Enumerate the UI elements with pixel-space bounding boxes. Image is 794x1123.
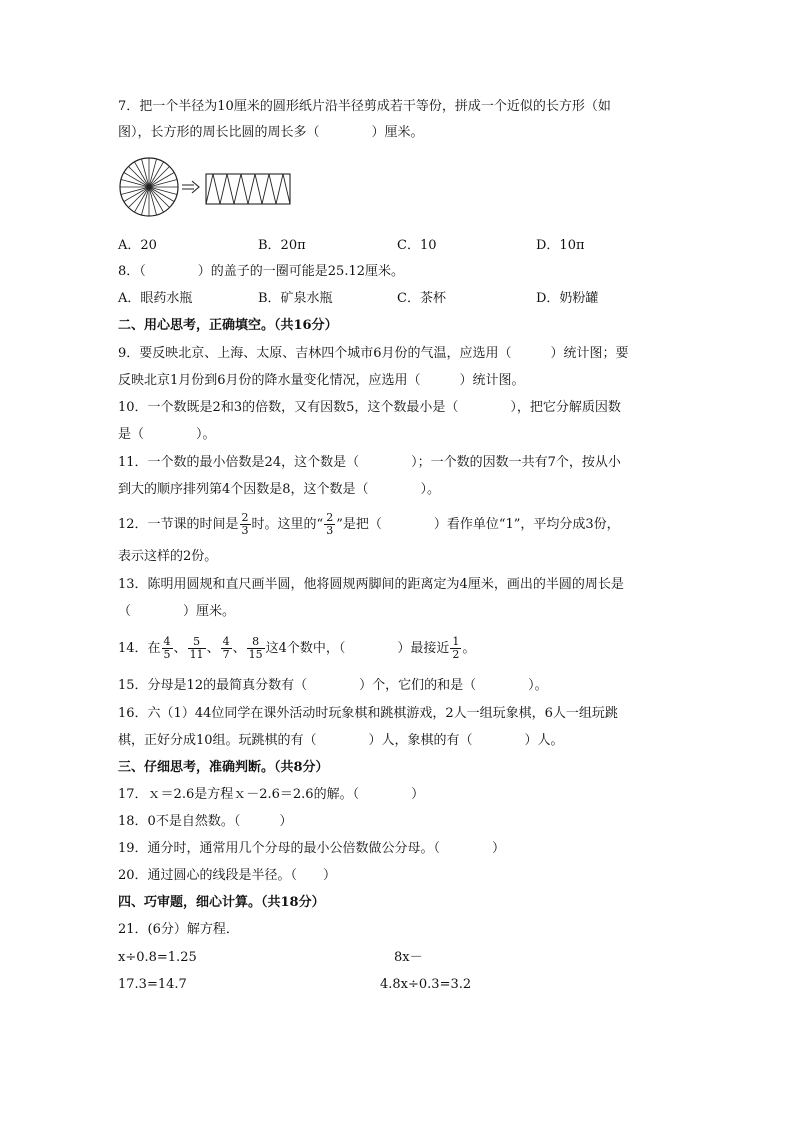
q21-equation-4: 4.8x÷0.3=3.2	[380, 977, 472, 992]
fraction-4-5: $\frac{4}{5}$	[163, 635, 171, 661]
section-3-title: 三、仔细思考，准确判断。（共8分）	[118, 760, 329, 775]
q21-text: 21．(6分）解方程．	[118, 922, 239, 937]
q10-text-line2: 是（ ）。	[118, 427, 216, 442]
q13-text-line1: 13．陈明用圆规和直尺画半圆，他将圆规两脚间的距离定为4厘米，画出的半圆的周长是	[118, 577, 624, 592]
q8-option-c: C．茶杯	[397, 291, 446, 306]
fraction-5-11: $\frac{5}{11}$	[189, 635, 204, 661]
q14-text-a: 14．在	[118, 641, 161, 656]
q15-text: 15．分母是12的最简真分数有（ ）个，它们的和是（ ）。	[118, 678, 548, 693]
fraction-8-15: $\frac{8}{15}$	[248, 635, 263, 661]
q9-text-line2: 反映北京1月份到6月份的降水量变化情况，应选用（ ）统计图。	[118, 373, 525, 388]
q20-text: 20．通过圆心的线段是半径。（ ）	[118, 868, 337, 883]
q16-text-line1: 16．六（1）44位同学在课外活动时玩象棋和跳棋游戏，2人一组玩象棋，6人一组玩跳	[118, 706, 618, 721]
fraction-4-7: $\frac{4}{7}$	[222, 635, 230, 661]
q16-text-line2: 棋，正好分成10组。玩跳棋的有（ ）人，象棋的有（ ）人。	[118, 733, 564, 748]
q17-text: 17．ｘ＝2.6是方程ｘ－2.6＝2.6的解。（ ）	[118, 787, 425, 802]
q12-text-a: 12．一节课的时间是	[118, 517, 239, 532]
q8-option-b: B．矿泉水瓶	[258, 291, 333, 306]
q8-option-d: D．奶粉罐	[536, 291, 599, 306]
q12-text-c: ”是把（ ）看作单位“1”，平均分成3份，	[336, 517, 620, 532]
q7-option-c: C．10	[397, 238, 437, 253]
circle-to-rectangle-figure	[118, 156, 298, 218]
q7-text-line1: 7．把一个半径为10厘米的圆形纸片沿半径剪成若干等份，拼成一个近似的长方形（如	[118, 99, 611, 114]
q19-text: 19．通分时，通常用几个分母的最小公倍数做公分母。（ ）	[118, 841, 506, 856]
q21-equation-3: 17.3=14.7	[118, 977, 187, 992]
q7-option-d: D．10π	[536, 238, 585, 253]
fraction-one-half: $\frac{1}{2}$	[452, 635, 460, 661]
q12-text-b: 时。这里的“	[251, 517, 324, 532]
q14-text: 14．在 $\frac{4}{5}$ 、 $\frac{5}{11}$ 、 $\frac{4}{7}$ 、 $\frac{8}{15}$ 这4个数中，（ ）最接近 $\frac{1}{2}$ 。	[118, 635, 476, 661]
q10-text-line1: 10．一个数既是2和3的倍数，又有因数5，这个数最小是（ ），把它分解质因数	[118, 400, 621, 415]
q14-text-b: 这4个数中，（ ）最接近	[265, 641, 450, 656]
arrow-icon	[182, 181, 199, 193]
fraction-two-thirds: $\frac{2}{3}$	[241, 511, 249, 537]
approximate-rectangle-diagram	[206, 174, 290, 204]
section-2-title: 二、用心思考，正确填空。（共16分）	[118, 318, 338, 333]
q11-text-line1: 11．一个数的最小倍数是24，这个数是（ ）；一个数的因数一共有7个，按从小	[118, 455, 621, 470]
q7-option-b: B．20π	[258, 238, 306, 253]
sectored-circle-diagram	[120, 158, 178, 216]
q7-option-a: A．20	[118, 238, 157, 253]
q12-text-line2: 表示这样的2份。	[118, 549, 218, 564]
fraction-two-thirds-quoted: $\frac{2}{3}$	[326, 511, 334, 537]
q11-text-line2: 到大的顺序排列第4个因数是8，这个数是（ ）。	[118, 482, 441, 497]
q9-text-line1: 9．要反映北京、上海、太原、吉林四个城市6月份的气温，应选用（ ）统计图；要	[118, 346, 629, 361]
section-4-title: 四、巧审题，细心计算。（共18分）	[118, 895, 325, 910]
q13-text-line2: （ ）厘米。	[118, 604, 236, 619]
q18-text: 18．0不是自然数。（ ）	[118, 814, 293, 829]
q7-text-line2: 图），长方形的周长比圆的周长多（ ）厘米。	[118, 125, 424, 140]
q8-option-a: A．眼药水瓶	[118, 291, 193, 306]
q21-equation-2: 8x－	[394, 950, 423, 965]
q21-equation-1: x÷0.8=1.25	[118, 950, 197, 965]
q12-text-line1	[118, 512, 620, 537]
q8-text: 8．（ ）的盖子的一圈可能是25.12厘米。	[118, 264, 404, 279]
